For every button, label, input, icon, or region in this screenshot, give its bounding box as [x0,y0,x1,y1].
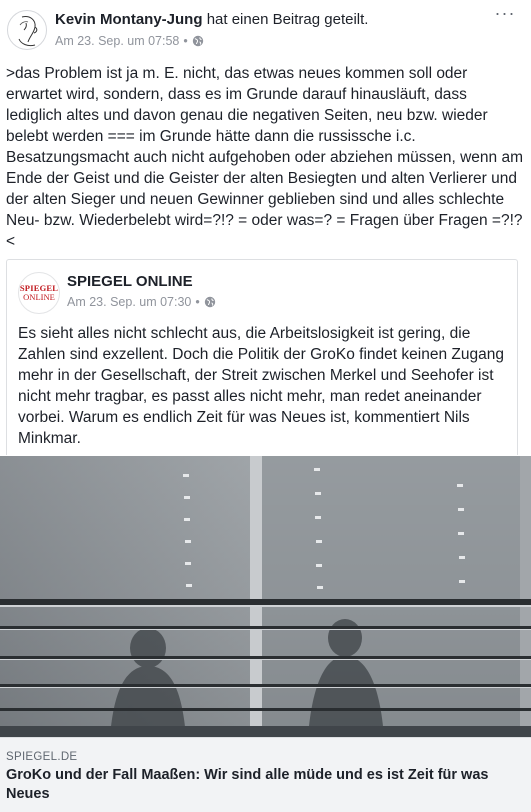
link-preview-footer[interactable] [0,737,531,812]
shared-meta [67,294,216,310]
shared-page-name[interactable]: SPIEGEL ONLINE [67,273,193,290]
spiegel-logo[interactable] [18,272,60,314]
sketch-portrait-icon [8,11,47,50]
link-domain: SPIEGEL.DE [6,751,78,763]
building-glass-photo [0,456,531,737]
globe-icon [204,296,216,308]
author-avatar[interactable] [7,10,47,50]
logo-line-2: ONLINE [23,292,55,302]
meta-separator: • [183,34,188,48]
shared-timestamp[interactable]: Am 23. Sep. um 07:30 [67,295,192,309]
meta-separator: • [195,295,200,309]
author-name[interactable]: Kevin Montany-Jung [55,11,203,28]
link-title[interactable]: GroKo und der Fall Maaßen: Wir sind alle müde und es ist Zeit für was Neues [6,767,489,802]
globe-icon [192,35,204,47]
post-header [0,0,531,58]
shared-text: Es sieht alles nicht schlecht aus, die Arbeitslosigkeit ist gering, die Zahlen sind exzellent. Doch die Politik der GroKo findet keinen Zugang mehr in der Gesellschaft, der Streit zwischen Merkel und Seehofer ist nicht mehr tragbar, es passt alles nicht mehr, man redet aneinander vorbei. Warum es endlich Zeit für was Neues ist, kommentiert Nils Minkmar. [18,325,504,447]
shared-post-card[interactable] [6,259,518,455]
post-timestamp[interactable]: Am 23. Sep. um 07:58 [55,34,180,48]
logo-line-1: SPIEGEL [19,283,59,293]
author-line [55,10,368,29]
link-preview-image[interactable] [0,456,531,737]
more-options-button[interactable]: ··· [494,3,516,23]
author-action: hat einen Beitrag geteilt. [206,11,369,28]
post-text: >das Problem ist ja m. E. nicht, das etwas neues kommen soll oder erwartet wird, sondern, dass es im Grunde darauf hinausläuft, dass lediglich altes und davon genau die negativen Seiten, neu bzw. wieder belebt werden === im Grunde hätte dann die russissche i.c. Besatzungsmacht auch nicht aufgehoben oder abziehen müssen, wenn am Ende der Geist und die Geister der alten Besiegten und alten Verlierer und der alten Sieger und neuen Gewinner geblieben sind und alles schlechte Neu- bzw. Wiederbelebt wird=?!? = oder was=? = Fragen über Fragen =?!? < [6,65,524,250]
post-meta [55,33,204,49]
